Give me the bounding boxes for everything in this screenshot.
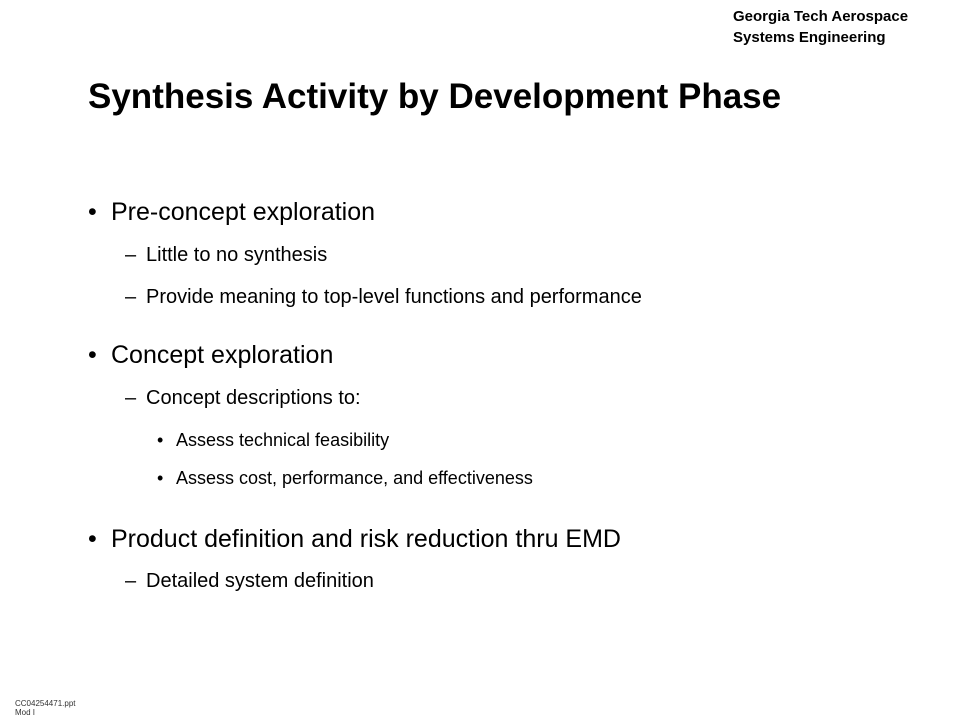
footer-mod-label: Mod I (15, 708, 36, 717)
sub-bullet-label: Concept descriptions to: (146, 387, 361, 409)
sub-bullet-concept-descriptions (125, 385, 361, 411)
sub-sub-bullet-label: Assess technical feasibility (176, 430, 390, 450)
bullet-dot-icon: • (88, 341, 97, 369)
bullet-label: Concept exploration (111, 341, 334, 369)
dash-icon: – (125, 244, 137, 266)
bullet-concept-exploration (88, 340, 333, 370)
slide-footer (15, 699, 76, 717)
sub-sub-bullet-label: Assess cost, performance, and effectiveness (176, 468, 533, 488)
sub-sub-bullet-cost-performance (157, 466, 533, 490)
sub-bullet-provide-meaning (125, 284, 642, 310)
bullet-dot-icon: • (88, 198, 97, 226)
sub-bullet-label: Provide meaning to top-level functions and performance (146, 286, 642, 308)
bullet-product-definition (88, 524, 621, 554)
bullet-dot-icon: • (157, 430, 164, 450)
footer-file-name: CC04254471.ppt (15, 699, 76, 708)
dash-icon: – (125, 387, 137, 409)
bullet-pre-concept-exploration (88, 197, 375, 227)
sub-bullet-label: Detailed system definition (146, 570, 374, 592)
slide-title: Synthesis Activity by Development Phase (88, 77, 782, 116)
sub-bullet-label: Little to no synthesis (146, 244, 328, 266)
sub-sub-bullet-technical-feasibility (157, 428, 389, 452)
dash-icon: – (125, 570, 137, 592)
sub-bullet-detailed-system-definition (125, 568, 374, 594)
bullet-dot-icon: • (88, 525, 97, 553)
org-header (733, 6, 908, 48)
bullet-label: Pre-concept exploration (111, 198, 376, 226)
sub-bullet-little-to-no-synthesis (125, 242, 327, 268)
bullet-dot-icon: • (157, 468, 164, 488)
org-name-line-1: Georgia Tech Aerospace (733, 8, 909, 25)
bullet-label: Product definition and risk reduction thru EMD (111, 525, 621, 553)
org-name-line-2: Systems Engineering (733, 29, 886, 46)
dash-icon: – (125, 286, 137, 308)
